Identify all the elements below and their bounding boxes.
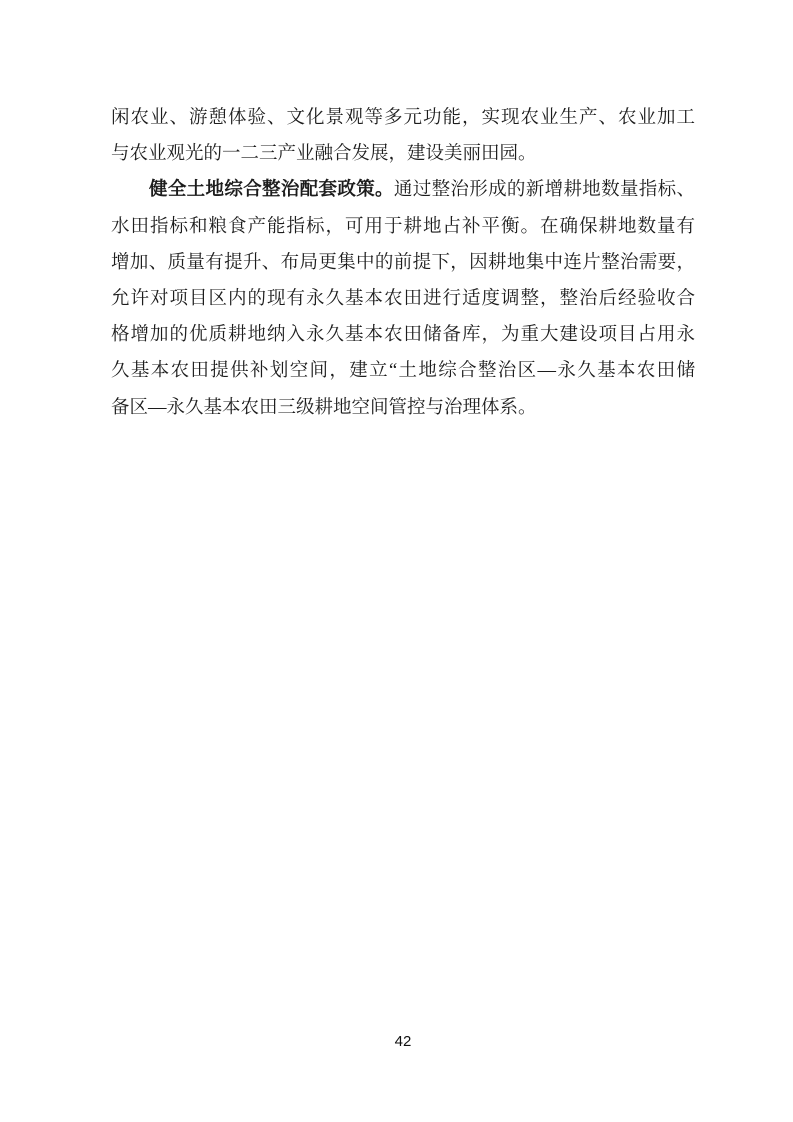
text-line: 久基本农田提供补划空间，建立“土地综合整治区—永久基本农田储 xyxy=(111,361,695,382)
text-line: 增加、质量有提升、布局更集中的前提下，因耕地集中连片整治需要， xyxy=(111,252,695,273)
text-line: 与农业观光的一二三产业融合发展，建设美丽田园。 xyxy=(111,144,537,165)
text-line: 水田指标和粮食产能指标，可用于耕地占补平衡。在确保耕地数量有 xyxy=(111,216,695,237)
page-footer xyxy=(111,1032,695,1052)
text-line-paragraph-lead xyxy=(111,172,695,208)
page-number: 42 xyxy=(394,1033,412,1050)
bold-lead-sentence: 健全土地综合整治配套政策。 xyxy=(149,180,394,201)
text-run: 通过整治形成的新增耕地数量指标、 xyxy=(393,180,695,201)
text-block xyxy=(111,100,695,426)
text-line: 备区—永久基本农田三级耕地空间管控与治理体系。 xyxy=(111,397,537,418)
text-line: 闲农业、游憩体验、文化景观等多元功能，实现农业生产、农业加工 xyxy=(111,108,695,128)
text-line: 允许对项目区内的现有永久基本农田进行适度调整，整治后经验收合 xyxy=(111,289,695,310)
text-line: 格增加的优质耕地纳入永久基本农田储备库，为重大建设项目占用永 xyxy=(111,325,695,346)
